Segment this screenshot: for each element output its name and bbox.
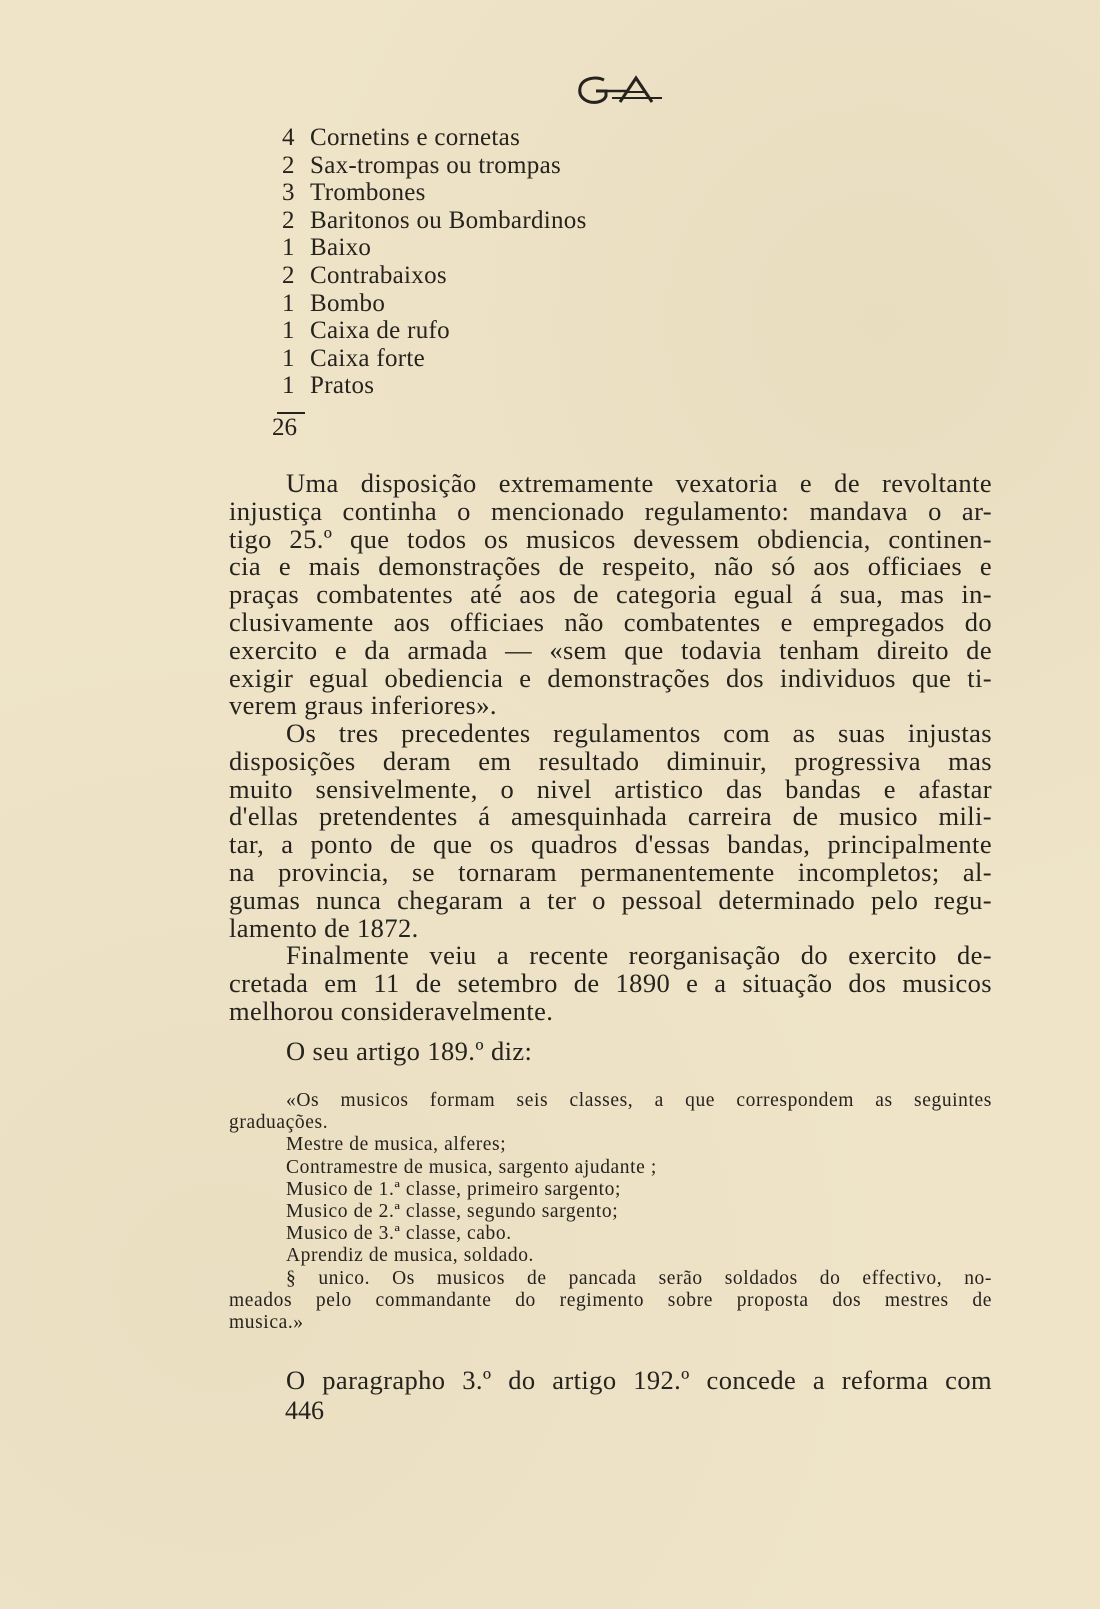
list-item	[270, 124, 587, 152]
text-line: praças combatentes até aos de categoria egual á sua, mas in-	[229, 579, 992, 610]
instrument-count: 1	[282, 234, 295, 262]
text-line: Finalmente veiu a recente reorganisação do exercito de-	[286, 940, 992, 970]
text-line: tigo 25.º que todos os musicos devessem obdiencia, continen-	[229, 523, 992, 554]
list-item	[270, 207, 587, 235]
text-line: Os tres precedentes regulamentos com as suas injustas	[286, 718, 992, 748]
article-quote	[229, 1090, 992, 1334]
instrument-name: Trombones	[310, 179, 426, 207]
text-line: disposições deram em resultado diminuir, progressiva mas	[229, 745, 992, 776]
quote-line: meados pelo commandante do regimento sobre proposta dos mestres de	[229, 1289, 992, 1311]
instrument-name: Caixa forte	[310, 344, 426, 372]
text-line: d'ellas pretendentes á amesquinhada carreira de musico mili-	[229, 801, 992, 832]
quote-item: Contramestre de musica, sargento ajudante ;	[286, 1156, 657, 1178]
quote-line: graduações.	[229, 1112, 329, 1134]
instrument-count: 1	[282, 344, 295, 372]
instrument-count: 3	[282, 179, 295, 207]
text-line: verem graus inferiores».	[229, 690, 497, 721]
instrument-count: 1	[282, 289, 295, 317]
text-line: O seu artigo 189.º diz:	[286, 1036, 533, 1066]
list-item	[270, 234, 587, 262]
quote-line: musica.»	[229, 1312, 304, 1334]
page-number: 446	[285, 1396, 324, 1425]
instrument-count: 4	[282, 124, 295, 151]
instrument-count: 2	[282, 151, 295, 179]
list-item	[270, 345, 587, 373]
instrument-count: 2	[282, 206, 295, 234]
text-line: Uma disposição extremamente vexatoria e de revoltante	[286, 468, 992, 498]
instrument-name: Contrabaixos	[310, 261, 447, 289]
text-line: cia e mais demonstrações de respeito, não só aos officiaes e	[229, 551, 992, 582]
text-line: exigir egual obediencia e demonstrações dos individuos que ti-	[229, 662, 992, 693]
quote-item: Musico de 3.ª classe, cabo.	[286, 1223, 512, 1245]
instrument-count: 1	[282, 372, 295, 400]
instrument-name: Cornetins e cornetas	[310, 124, 521, 151]
paragraph-3	[229, 942, 992, 1025]
text-line: O paragrapho 3.º do artigo 192.º concede a reforma com	[286, 1365, 992, 1395]
instrument-list	[270, 124, 587, 400]
instrument-name: Bombo	[310, 289, 386, 317]
quote-item: Musico de 1.ª classe, primeiro sargento;	[286, 1178, 621, 1200]
instrument-name: Baixo	[310, 234, 372, 262]
instrument-name: Caixa de rufo	[310, 317, 450, 345]
text-line: lamento de 1872.	[229, 912, 419, 943]
instrument-name: Baritonos ou Bombardinos	[310, 206, 587, 234]
text-line: na provincia, se tornaram permanentemente incompletos; al-	[229, 856, 992, 887]
text-line: muito sensivelmente, o nivel artistico das bandas e afastar	[229, 773, 992, 804]
final-paragraph	[229, 1366, 992, 1394]
list-item	[270, 262, 587, 290]
instrument-name: Pratos	[310, 372, 375, 400]
monogram-logo	[574, 74, 664, 106]
quote-item: Musico de 2.ª classe, segundo sargento;	[286, 1201, 619, 1223]
quote-item: Mestre de musica, alferes;	[286, 1134, 507, 1156]
paragraph-1	[229, 470, 992, 720]
text-line: melhorou consideravelmente.	[229, 995, 554, 1026]
list-item	[270, 152, 587, 180]
paragraph-4	[229, 1038, 992, 1066]
instrument-count: 2	[282, 261, 295, 289]
text-line: injustiça continha o mencionado regulamento: mandava o ar-	[229, 495, 992, 526]
list-item	[270, 179, 587, 207]
text-line: clusivamente aos officiaes não combatentes e empregados do	[229, 606, 992, 637]
paragraph-2	[229, 720, 992, 942]
text-line: exercito e da armada — «sem que todavia tenham direito de	[229, 634, 992, 665]
text-line: cretada em 11 de setembro de 1890 e a situação dos musicos	[229, 967, 992, 998]
list-item	[270, 317, 587, 345]
list-item	[270, 372, 587, 400]
list-item	[270, 290, 587, 318]
quote-line: § unico. Os musicos de pancada serão soldados do effectivo, no-	[286, 1267, 992, 1289]
text-line: gumas nunca chegaram a ter o pessoal determinado pelo regu-	[229, 884, 992, 915]
instrument-count: 1	[282, 317, 295, 345]
instrument-name: Sax-trompas ou trompas	[310, 151, 562, 179]
instrument-total: 26	[272, 414, 297, 441]
text-line: tar, a ponto de que os quadros d'essas bandas, principalmente	[229, 829, 992, 860]
quote-line: «Os musicos formam seis classes, a que correspondem as seguintes	[286, 1090, 992, 1111]
quote-item: Aprendiz de musica, soldado.	[286, 1245, 535, 1267]
